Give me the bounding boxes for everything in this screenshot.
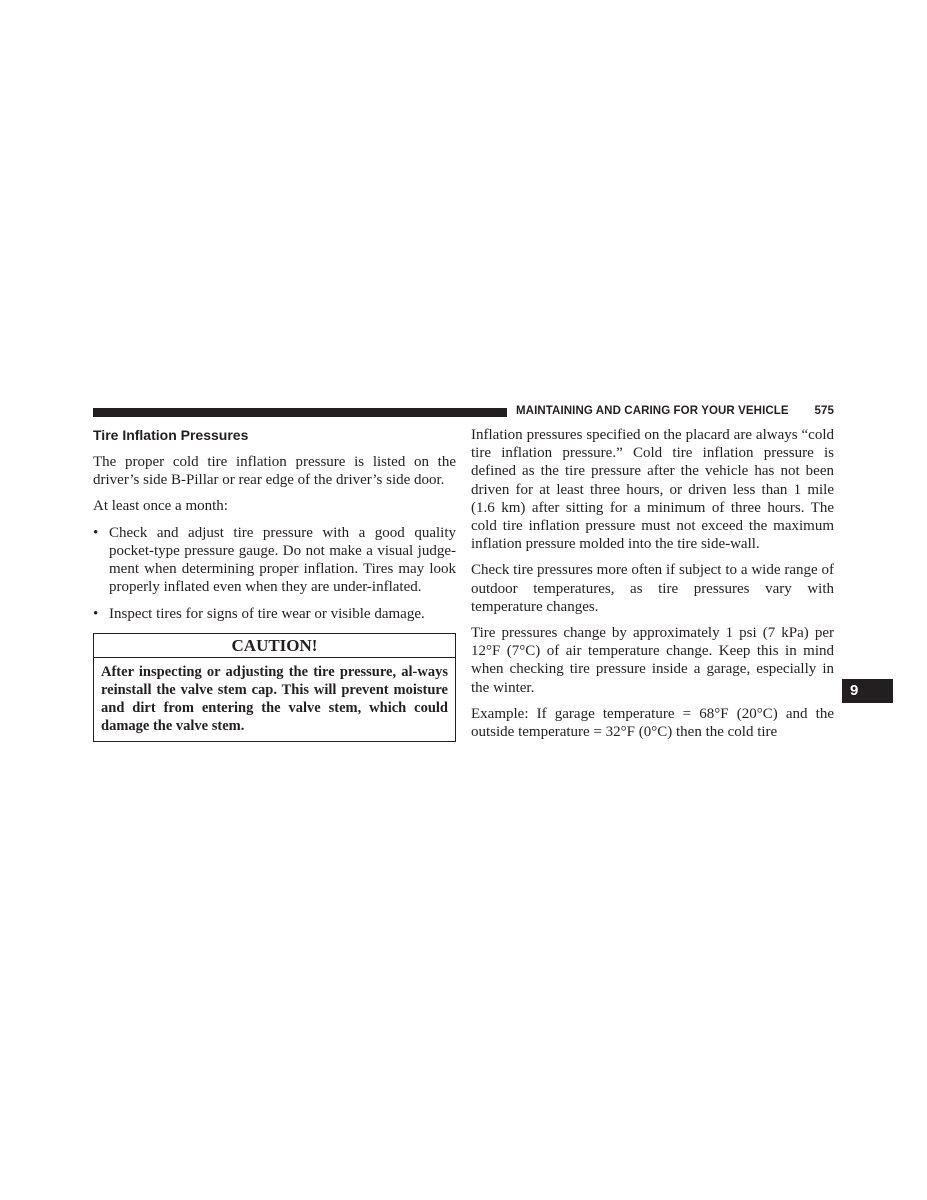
caution-box bbox=[93, 633, 456, 742]
paragraph: The proper cold tire inflation pressure is listed on the driver’s side B-Pillar or rear edge of the driver’s side door. bbox=[93, 454, 456, 489]
chapter-tab: 9 bbox=[842, 679, 893, 703]
bullet-list bbox=[93, 524, 456, 624]
caution-body: After inspecting or adjusting the tire pressure, al-ways reinstall the valve stem cap. This will prevent moisture and dirt from entering the valve stem, which could damage the valve stem. bbox=[101, 663, 448, 734]
paragraph: Tire pressures change by approximately 1 psi (7 kPa) per 12°F (7°C) of air temperature change. Keep this in mind when checking tire pressure inside a garage, especially in the winter. bbox=[471, 625, 834, 696]
bullet-icon: • bbox=[93, 524, 99, 541]
bullet-icon: • bbox=[93, 606, 99, 623]
list-item-text: Check and adjust tire pressure with a good quality pocket-type pressure gauge. Do not make a visual judge-ment when determining proper inflation. Tires may look properly inflated even when they are under-inflated. bbox=[109, 524, 456, 596]
header-rule bbox=[93, 408, 507, 417]
paragraph: At least once a month: bbox=[93, 498, 228, 515]
left-column bbox=[93, 426, 456, 742]
section-heading: Tire Inflation Pressures bbox=[93, 427, 249, 443]
list-item bbox=[93, 605, 456, 623]
paragraph: Example: If garage temperature = 68°F (20°C) and the outside temperature = 32°F (0°C) then the cold tire bbox=[471, 705, 834, 741]
running-header bbox=[516, 405, 834, 417]
list-item bbox=[93, 524, 456, 597]
paragraph: Inflation pressures specified on the placard are always “cold tire inflation pressure.” Cold tire inflation pressure is defined as the tire pressure after the vehicle has not been driven for at least three hours, or driven less than 1 mile (1.6 km) after sitting for a minimum of three hours. The cold tire inflation pressure must not exceed the maximum inflation pressure molded into the tire side-wall. bbox=[471, 427, 834, 553]
list-item-text: Inspect tires for signs of tire wear or visible damage. bbox=[109, 606, 425, 623]
section-title: MAINTAINING AND CARING FOR YOUR VEHICLE bbox=[516, 405, 789, 417]
paragraph: Check tire pressures more often if subject to a wide range of outdoor temperatures, as tire pressures vary with temperature changes. bbox=[471, 562, 834, 615]
page-number: 575 bbox=[814, 405, 834, 417]
caution-title: CAUTION! bbox=[94, 634, 455, 658]
right-column bbox=[471, 426, 834, 749]
